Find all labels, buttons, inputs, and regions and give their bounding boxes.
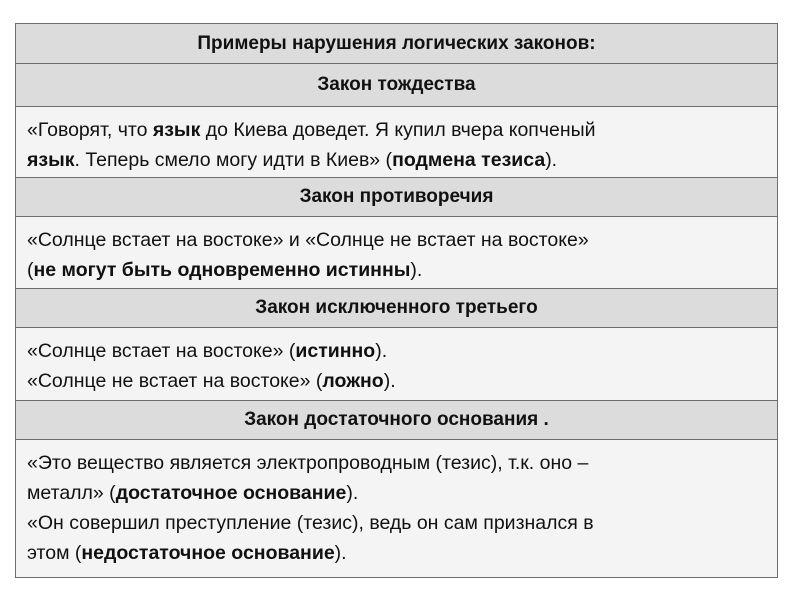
text-segment: ). bbox=[375, 340, 388, 362]
text-segment: «Он совершил преступление (тезис), ведь он сам признался в bbox=[27, 512, 594, 534]
text-line bbox=[27, 448, 767, 478]
laws-table bbox=[15, 23, 778, 578]
text-segment: ). bbox=[545, 149, 558, 171]
text-segment: «Это вещество является электропроводным (тезис), т.к. оно – bbox=[27, 452, 589, 474]
text-line bbox=[27, 225, 767, 255]
text-line bbox=[27, 336, 767, 366]
text-line bbox=[27, 255, 767, 285]
section-heading-excluded-middle: Закон исключенного третьего bbox=[16, 288, 777, 327]
section-heading-identity: Закон тождества bbox=[16, 63, 777, 106]
bold-text: недостаточное основание bbox=[81, 542, 335, 564]
section-heading-contradiction: Закон противоречия bbox=[16, 177, 777, 216]
text-segment: ( bbox=[27, 259, 34, 281]
text-segment: металл» ( bbox=[27, 482, 116, 504]
section-body-contradiction bbox=[16, 216, 777, 288]
section-body-sufficient-reason bbox=[16, 439, 777, 577]
bold-text: ложно bbox=[322, 370, 384, 392]
text-segment: «Солнце встает на востоке» ( bbox=[27, 340, 296, 362]
text-line bbox=[27, 478, 767, 508]
text-segment: «Солнце встает на востоке» и «Солнце не встает на востоке» bbox=[27, 229, 589, 251]
table-title: Примеры нарушения логических законов: bbox=[16, 24, 777, 63]
text-line bbox=[27, 508, 767, 538]
text-segment: «Солнце не встает на востоке» ( bbox=[27, 370, 323, 392]
text-segment: до Киева доведет. Я купил вчера копченый bbox=[200, 119, 596, 141]
section-body-identity bbox=[16, 106, 777, 177]
bold-text: язык bbox=[27, 149, 75, 171]
bold-text: подмена тезиса bbox=[392, 149, 546, 171]
section-body-excluded-middle bbox=[16, 327, 777, 400]
section-heading-sufficient-reason: Закон достаточного основания . bbox=[16, 400, 777, 439]
text-segment: ). bbox=[383, 370, 396, 392]
text-line bbox=[27, 145, 767, 175]
text-line bbox=[27, 115, 767, 145]
bold-text: язык bbox=[152, 119, 201, 141]
text-segment: ). bbox=[334, 542, 347, 564]
text-segment: этом ( bbox=[27, 542, 82, 564]
text-segment: «Говорят, что bbox=[27, 119, 153, 141]
text-segment: ). bbox=[410, 259, 423, 281]
text-line bbox=[27, 538, 767, 568]
text-segment: . Теперь смело могу идти в Киев» ( bbox=[74, 149, 393, 171]
text-line bbox=[27, 366, 767, 396]
bold-text: истинно bbox=[295, 340, 376, 362]
bold-text: не могут быть одновременно истинны bbox=[33, 259, 411, 281]
bold-text: достаточное основание bbox=[115, 482, 347, 504]
text-segment: ). bbox=[346, 482, 359, 504]
